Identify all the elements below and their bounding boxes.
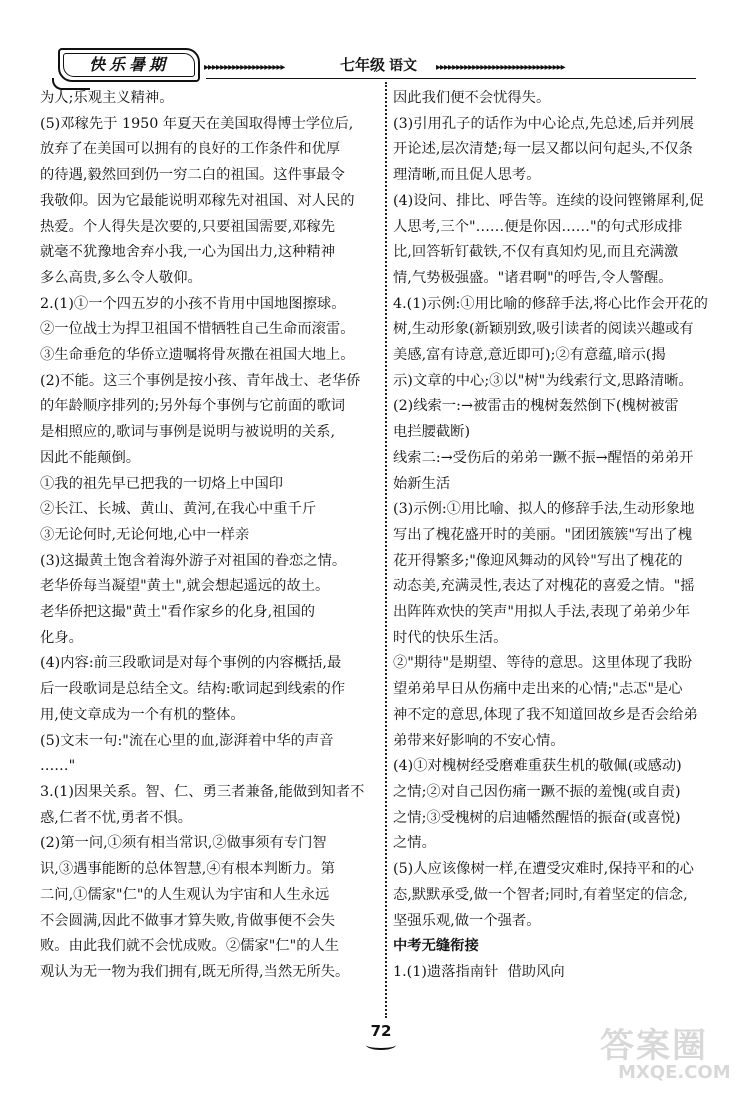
text-line: (2)不能。这三个事例是按小孩、青年战士、老华侨: [40, 372, 361, 389]
header-rule: [206, 78, 696, 79]
text-line: 人思考,三个"……便是你因……"的句式形成排: [393, 218, 683, 235]
text-line: (2)线索一:→被雷击的槐树轰然倒下(槐树被雷: [393, 398, 679, 415]
text-line: ③生命垂危的华侨立遗嘱将骨灰撒在祖国大地上。: [40, 347, 355, 364]
text-line: ②长江、长城、黄山、黄河,在我心中重千斤: [40, 501, 317, 518]
text-line: 因此我们便不会忧得失。: [393, 90, 551, 106]
text-line: 写出了槐花盛开时的美丽。"团团簇簇"写出了槐: [393, 526, 693, 543]
text-line: 的年龄顺序排列的;另外每个事例与它前面的歌词: [40, 398, 346, 415]
text-line: (2)第一问,①须有相当常识,②做事须有专门智: [40, 835, 327, 852]
text-line: 之情;②对自己因伤痛一蹶不振的羞愧(或自责): [393, 783, 681, 800]
text-line: 的待遇,毅然回到仍一穷二白的祖国。这件事最令: [40, 167, 345, 184]
text-line: 后一段歌词是总结全文。结构:歌词起到线索的作: [40, 681, 346, 698]
page-number-badge: [363, 1020, 399, 1054]
text-line: ①我的祖先早已把我的一切烙上中国印: [40, 475, 284, 492]
text-line: (3)这撮黄土饱含着海外游子对祖国的眷恋之情。: [40, 552, 347, 569]
text-line: 开论述,层次清楚;每一层又都以问句起头,不仅条: [393, 141, 693, 158]
text-line: 化身。: [40, 629, 83, 646]
text-line: 线索二:→受伤后的弟弟一蹶不振→醒悟的弟弟开: [393, 449, 694, 466]
text-line: (4)设问、排比、呼告等。连续的设问铿锵犀利,促: [393, 192, 704, 209]
page-header: [58, 48, 698, 86]
text-line: (5)文末一句:"流在心里的血,澎湃着中华的声音: [40, 732, 334, 749]
text-line: 美感,富有诗意,意近即可);②有意蕴,暗示(揭: [393, 347, 666, 364]
right-column: [393, 86, 726, 986]
text-line: 情,气势极强盛。"诸君啊"的呼告,令人警醒。: [393, 269, 673, 286]
left-column: [40, 86, 380, 986]
text-line: 多么高贵,多么令人敬仰。: [40, 269, 202, 286]
text-line: 1.(1)遗落指南针 借助风向: [393, 963, 565, 980]
text-line: (5)邓稼先于 1950 年夏天在美国取得博士学位后,: [40, 115, 354, 132]
page-number: 72: [370, 1022, 392, 1040]
text-line: (4)①对槐树经受磨难重获生机的敬佩(或感动): [393, 758, 682, 775]
text-line: 示)文章的中心;③以"树"为线索行文,思路清晰。: [393, 372, 693, 389]
text-line: 用,使文章成为一个有机的整体。: [40, 706, 245, 723]
text-line: 动态美,充满灵性,表达了对槐花的喜爱之情。"摇: [393, 578, 695, 595]
text-line: 之情;③受槐树的启迪幡然醒悟的振奋(或喜悦): [393, 809, 681, 826]
text-line: 电拦腰截断): [393, 424, 471, 441]
text-line: 3.(1)因果关系。智、仁、勇三者兼备,能做到知者不: [40, 783, 365, 800]
text-line: 4.(1)示例:①用比喻的修辞手法,将心比作会开花的: [393, 295, 708, 312]
text-line: ②一位战士为捍卫祖国不惜牺牲自己生命而滚雷。: [40, 321, 355, 338]
watermark-logo: [600, 1018, 740, 1088]
brand-badge: [58, 48, 200, 82]
text-line: 惑,仁者不忧,勇者不惧。: [40, 809, 193, 826]
text-line: ③无论何时,无论何地,心中一样亲: [40, 526, 250, 543]
text-line: 2.(1)①一个四五岁的小孩不肯用中国地图擦球。: [40, 295, 346, 312]
text-line: 理清晰,而且促人思考。: [393, 167, 541, 184]
text-line: (5)人应该像树一样,在遭受灾难时,保持平和的心: [393, 861, 694, 878]
column-divider: [385, 82, 387, 1018]
text-line: (4)内容:前三段歌词是对每个事例的内容概括,最: [40, 655, 342, 672]
text-line: 坚强乐观,做一个强者。: [393, 912, 541, 929]
page-number-swoosh: [366, 1040, 396, 1050]
text-line: (3)引用孔子的话作为中心论点,先总述,后并列展: [393, 115, 694, 132]
text-line: 花开得繁多;"像迎风舞动的风铃"写出了槐花的: [393, 552, 683, 569]
header-arrows-left: ▸▸▸▸▸▸▸▸▸▸▸▸▸▸▸▸▸▸▸▸: [204, 62, 285, 73]
text-line: 老华侨每当凝望"黄土",就会想起遥远的故土。: [40, 578, 330, 595]
text-line: 出阵阵欢快的笑声"用拟人手法,表现了弟弟少年: [393, 604, 691, 621]
text-line: (3)示例:①用比喻、拟人的修辞手法,生动形象地: [393, 501, 695, 518]
header-arrows-right: ▸▸▸▸▸▸▸▸▸▸▸▸▸▸▸▸▸▸▸▸▸▸▸▸▸▸▸▸▸▸▸▸: [436, 62, 565, 73]
text-line: 始新生活: [393, 475, 451, 492]
text-line: 是相照应的,歌词与事例是说明与被说明的关系,: [40, 424, 336, 441]
text-line: 识,③遇事能断的总体智慧,④有根本判断力。第: [40, 861, 336, 878]
text-line: 态,默默承受,做一个智者;同时,有着坚定的信念,: [393, 886, 688, 903]
text-line: ②"期待"是期望、等待的意思。这里体现了我盼: [393, 655, 693, 672]
text-line: 树,生动形象(新颖别致,吸引读者的阅读兴趣或有: [393, 321, 694, 338]
section-heading: 中考无缝衔接: [393, 938, 479, 955]
text-line: 老华侨把这撮"黄土"看作家乡的化身,祖国的: [40, 604, 316, 621]
text-line: 时代的快乐生活。: [393, 629, 508, 646]
text-line: 我敬仰。因为它最能说明邓稼先对祖国、对人民的: [40, 192, 355, 209]
brand-title: 快乐暑期: [88, 55, 169, 74]
text-line: 为人;乐观主义精神。: [40, 90, 174, 106]
subject-label: 语文: [389, 58, 418, 74]
watermark-url: MXQE.COM: [618, 1062, 731, 1083]
text-line: 望弟弟早日从伤痛中走出来的心情;"忐忑"是心: [393, 681, 683, 698]
text-line: 二问,①儒家"仁"的人生观认为宇宙和人生永远: [40, 886, 330, 903]
watermark-text: 答案圈: [600, 1026, 708, 1066]
header-title: [340, 54, 417, 75]
text-line: 不会圆满,因此不做事才算失败,肯做事便不会失: [40, 912, 336, 929]
text-line: ……": [40, 758, 76, 775]
text-line: 就毫不犹豫地舍弃小我,一心为国出力,这种精神: [40, 244, 336, 261]
text-line: 之情。: [393, 835, 436, 852]
text-line: 神不定的意思,体现了我不知道回故乡是否会给弟: [393, 706, 698, 723]
text-line: 败。由此我们就不会忧成败。②儒家"仁"的人生: [40, 938, 340, 955]
text-line: 观认为无一物为我们拥有,既无所得,当然无所失。: [40, 963, 350, 980]
grade-label: 七年级: [340, 56, 386, 74]
text-line: 放弃了在美国可以拥有的良好的工作条件和优厚: [40, 141, 341, 158]
text-line: 比,回答斩钉截铁,不仅有真知灼见,而且充满激: [393, 244, 679, 261]
text-line: 因此不能颠倒。: [40, 449, 141, 466]
text-line: 弟带来好影响的不安心情。: [393, 732, 565, 749]
text-line: 热爱。个人得失是次要的,只要祖国需要,邓稼先: [40, 218, 336, 235]
